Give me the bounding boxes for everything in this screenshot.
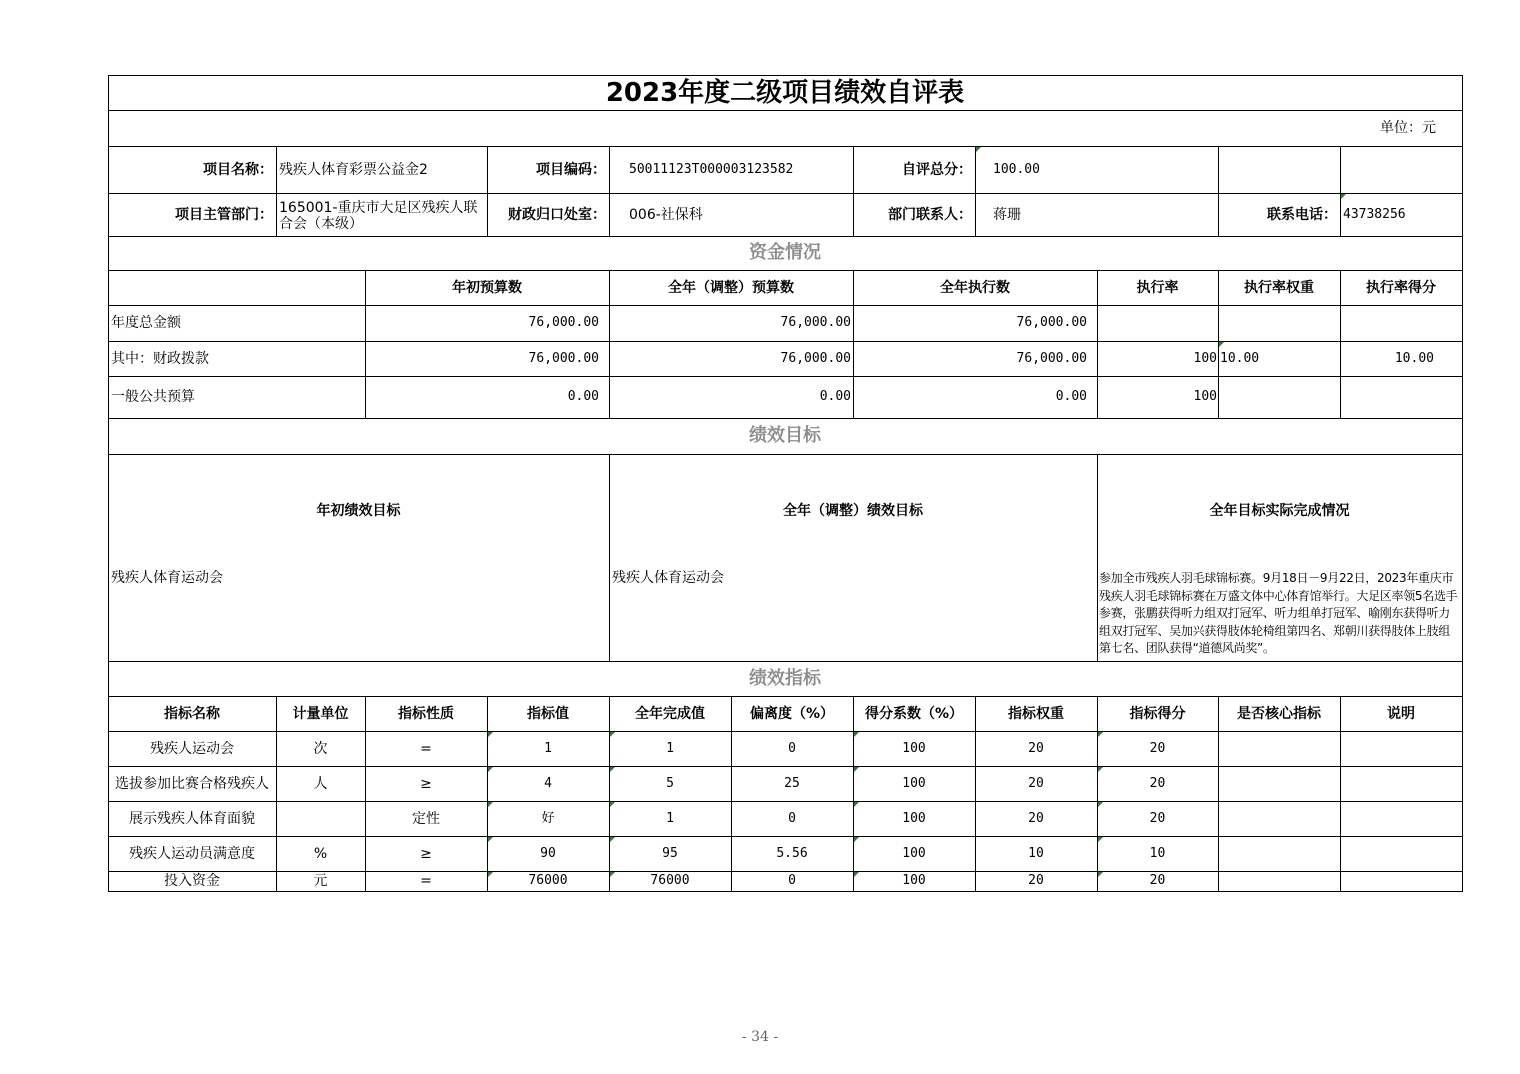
indicator-cell-actual: 76000	[650, 873, 690, 888]
indicator-cell-weight: 20	[1028, 810, 1044, 826]
indicator-cell-nature: ≥	[420, 845, 432, 862]
cell-comment-marker	[854, 872, 859, 877]
cell-comment-marker	[1098, 837, 1103, 842]
indicator-cell-name: 展示残疾人体育面貌	[129, 810, 255, 827]
funds-row-label: 其中：财政拨款	[111, 350, 209, 367]
funds-cell-executed: 0.00	[1055, 389, 1087, 404]
funds-header-0: 年初预算数	[452, 279, 522, 296]
indicator-cell-nature: ≥	[420, 775, 432, 792]
indicator-header-8: 指标得分	[1129, 705, 1186, 722]
funds-cell-adjusted: 76,000.00	[780, 350, 851, 366]
indicator-cell-score: 20	[1149, 810, 1166, 826]
cell-comment-marker	[610, 837, 615, 842]
funds-cell-rate: 100	[1193, 350, 1217, 366]
funds-header-4: 执行率权重	[1244, 279, 1314, 296]
contact-person-label: 部门联系人：	[888, 206, 972, 223]
funds-cell-initial: 0.00	[567, 389, 599, 404]
indicator-cell-deviation: 0	[788, 873, 796, 888]
indicator-header-4: 全年完成值	[635, 705, 705, 722]
cell-comment-marker	[488, 872, 493, 877]
funds-row-label: 年度总金额	[111, 315, 181, 331]
indicator-cell-note	[1340, 871, 1462, 891]
department-value: 165001-重庆市大足区残疾人联合会（本级）	[279, 200, 478, 232]
indicator-cell-actual: 5	[666, 775, 674, 791]
indicator-cell-unit: 人	[313, 775, 328, 792]
goal-actual-text: 参加全市残疾人羽毛球锦标赛。9月18日－9月22日，2023年重庆市残疾人羽毛球锦标赛在万盛文体中心体育馆举行。大足区率领5名选手参赛，张鹏获得听力组双打冠军、听力组单打冠军、喻刚东获得听力组双打冠军、吴加兴获得肢体轮椅组第四名、郑朝川获得肢体上肢组第七名、团队获得“道德风尚奖”。	[1099, 571, 1458, 655]
funds-header-2: 全年执行数	[940, 279, 1010, 296]
goals-header-0: 年初绩效目标	[316, 503, 401, 519]
indicator-cell-coef: 100	[902, 873, 926, 888]
cell-comment-marker	[1098, 802, 1103, 807]
indicator-cell-unit: 元	[313, 873, 328, 889]
cell-comment-marker	[610, 872, 615, 877]
indicator-header-2: 指标性质	[398, 705, 454, 722]
indicator-cell-deviation: 25	[784, 775, 800, 791]
funds-cell-rate: 100	[1193, 389, 1217, 404]
indicator-cell-core	[1218, 836, 1340, 871]
score-total-label: 自评总分：	[902, 161, 972, 178]
grid-line	[108, 891, 1463, 892]
indicator-cell-nature: =	[420, 740, 432, 757]
score-total-value: 100.00	[993, 161, 1040, 177]
cell-comment-marker	[610, 767, 615, 772]
project-name-label: 项目名称：	[203, 161, 273, 178]
cell-comment-marker	[854, 837, 859, 842]
indicator-cell-unit: 次	[313, 740, 328, 757]
finance-office-label: 财政归口处室：	[508, 206, 606, 223]
indicator-header-0: 指标名称	[164, 705, 220, 722]
cell-comment-marker	[1098, 767, 1103, 772]
cell-comment-marker	[488, 802, 493, 807]
funds-cell-initial: 76,000.00	[528, 315, 599, 330]
table-title: 2023年度二级项目绩效自评表	[605, 77, 965, 108]
indicator-header-1: 计量单位	[292, 705, 349, 722]
indicator-cell-coef: 100	[902, 740, 926, 756]
cell-comment-marker	[488, 837, 493, 842]
funds-cell-executed: 76,000.00	[1016, 315, 1087, 330]
indicator-cell-weight: 20	[1028, 775, 1044, 791]
goal-initial-text: 残疾人体育运动会	[111, 570, 223, 586]
finance-office-value: 006-社保科	[629, 206, 703, 223]
indicator-cell-deviation: 5.56	[776, 845, 808, 861]
indicator-cell-coef: 100	[902, 775, 926, 791]
indicator-cell-core	[1218, 731, 1340, 766]
indicator-cell-core	[1218, 801, 1340, 836]
indicator-header-3: 指标值	[527, 705, 569, 722]
cell-comment-marker	[488, 732, 493, 737]
contact-person-value: 蒋珊	[993, 206, 1021, 223]
funds-header-5: 执行率得分	[1366, 279, 1436, 296]
funds-cell-weight	[1218, 376, 1340, 418]
cell-comment-marker	[854, 767, 859, 772]
funds-cell-score: 10.00	[1394, 350, 1434, 366]
indicator-header-10: 说明	[1387, 705, 1415, 722]
indicator-cell-unit	[276, 801, 365, 836]
cell-comment-marker	[1098, 872, 1103, 877]
self-evaluation-table	[108, 75, 1462, 891]
department-label: 项目主管部门：	[175, 206, 273, 223]
funds-cell-score	[1340, 376, 1462, 418]
indicator-cell-actual: 95	[662, 845, 678, 861]
project-name-value: 残疾人体育彩票公益金2	[279, 161, 428, 178]
goal-adjusted-text: 残疾人体育运动会	[612, 570, 724, 586]
indicator-cell-deviation: 0	[788, 740, 796, 756]
goals-header-2: 全年目标实际完成情况	[1209, 503, 1350, 519]
indicator-header-9: 是否核心指标	[1237, 705, 1321, 722]
funds-cell-executed: 76,000.00	[1016, 350, 1087, 366]
indicators-section-title: 绩效指标	[749, 667, 821, 689]
cell-comment-marker	[488, 767, 493, 772]
indicator-cell-weight: 10	[1028, 845, 1044, 861]
indicator-cell-weight: 20	[1028, 740, 1044, 756]
indicator-header-7: 指标权重	[1008, 705, 1064, 722]
indicator-cell-target: 好	[541, 810, 555, 826]
funds-row-label: 一般公共预算	[111, 389, 195, 405]
indicator-cell-core	[1218, 871, 1340, 891]
indicator-cell-note	[1340, 731, 1462, 766]
funds-cell-adjusted: 0.00	[819, 389, 851, 404]
cell-comment-marker	[854, 802, 859, 807]
indicator-cell-note	[1340, 836, 1462, 871]
cell-comment-marker	[1098, 732, 1103, 737]
indicator-header-5: 偏离度（%）	[749, 705, 835, 722]
indicator-header-6: 得分系数（%）	[864, 705, 964, 722]
indicator-cell-unit: %	[313, 845, 328, 862]
indicator-cell-target: 76000	[528, 873, 568, 888]
cell-comment-marker	[610, 732, 615, 737]
cell-comment-marker	[1341, 194, 1346, 199]
funds-cell-rate	[1097, 305, 1218, 341]
indicator-cell-score: 20	[1149, 873, 1166, 888]
unit-label: 单位：元	[1380, 120, 1436, 136]
project-code-value: 50011123T000003123582	[629, 161, 794, 177]
funds-cell-weight	[1218, 305, 1340, 341]
funds-header-3: 执行率	[1136, 279, 1179, 296]
indicator-cell-actual: 1	[666, 740, 674, 756]
goals-section-title: 绩效目标	[749, 425, 821, 446]
cell-comment-marker	[854, 732, 859, 737]
cell-comment-marker	[1219, 342, 1224, 347]
indicator-cell-weight: 20	[1028, 873, 1044, 888]
indicator-cell-core	[1218, 766, 1340, 801]
indicator-cell-deviation: 0	[788, 810, 796, 826]
indicator-cell-note	[1340, 801, 1462, 836]
indicator-cell-nature: 定性	[412, 810, 440, 827]
funds-cell-weight: 10.00	[1220, 350, 1260, 366]
funds-cell-adjusted: 76,000.00	[780, 315, 851, 330]
grid-line	[1462, 75, 1463, 892]
funds-cell-score	[1340, 305, 1462, 341]
cell-comment-marker	[976, 147, 981, 152]
goals-header-1: 全年（调整）绩效目标	[783, 503, 923, 519]
indicator-cell-target: 1	[544, 740, 552, 756]
project-code-label: 项目编码：	[536, 161, 606, 178]
funds-header-1: 全年（调整）预算数	[668, 279, 794, 296]
indicator-cell-score: 10	[1149, 845, 1166, 861]
funds-cell-initial: 76,000.00	[528, 350, 599, 366]
indicator-cell-nature: =	[420, 873, 432, 889]
indicator-cell-coef: 100	[902, 845, 926, 861]
indicator-cell-coef: 100	[902, 810, 926, 826]
indicator-cell-note	[1340, 766, 1462, 801]
phone-label: 联系电话：	[1267, 206, 1337, 223]
indicator-cell-name: 选拔参加比赛合格残疾人	[115, 775, 269, 792]
funds-section-title: 资金情况	[749, 242, 821, 263]
indicator-cell-name: 残疾人运动员满意度	[129, 845, 255, 862]
indicator-cell-name: 残疾人运动会	[150, 740, 234, 757]
indicator-cell-actual: 1	[666, 810, 674, 826]
cell-comment-marker	[610, 802, 615, 807]
phone-value: 43738256	[1343, 206, 1406, 222]
indicator-cell-target: 4	[544, 775, 552, 791]
indicator-cell-name: 投入资金	[164, 873, 220, 889]
indicator-cell-score: 20	[1149, 740, 1166, 756]
page-number: - 34 -	[741, 1029, 779, 1045]
indicator-cell-score: 20	[1149, 775, 1166, 791]
indicator-cell-target: 90	[540, 845, 556, 861]
